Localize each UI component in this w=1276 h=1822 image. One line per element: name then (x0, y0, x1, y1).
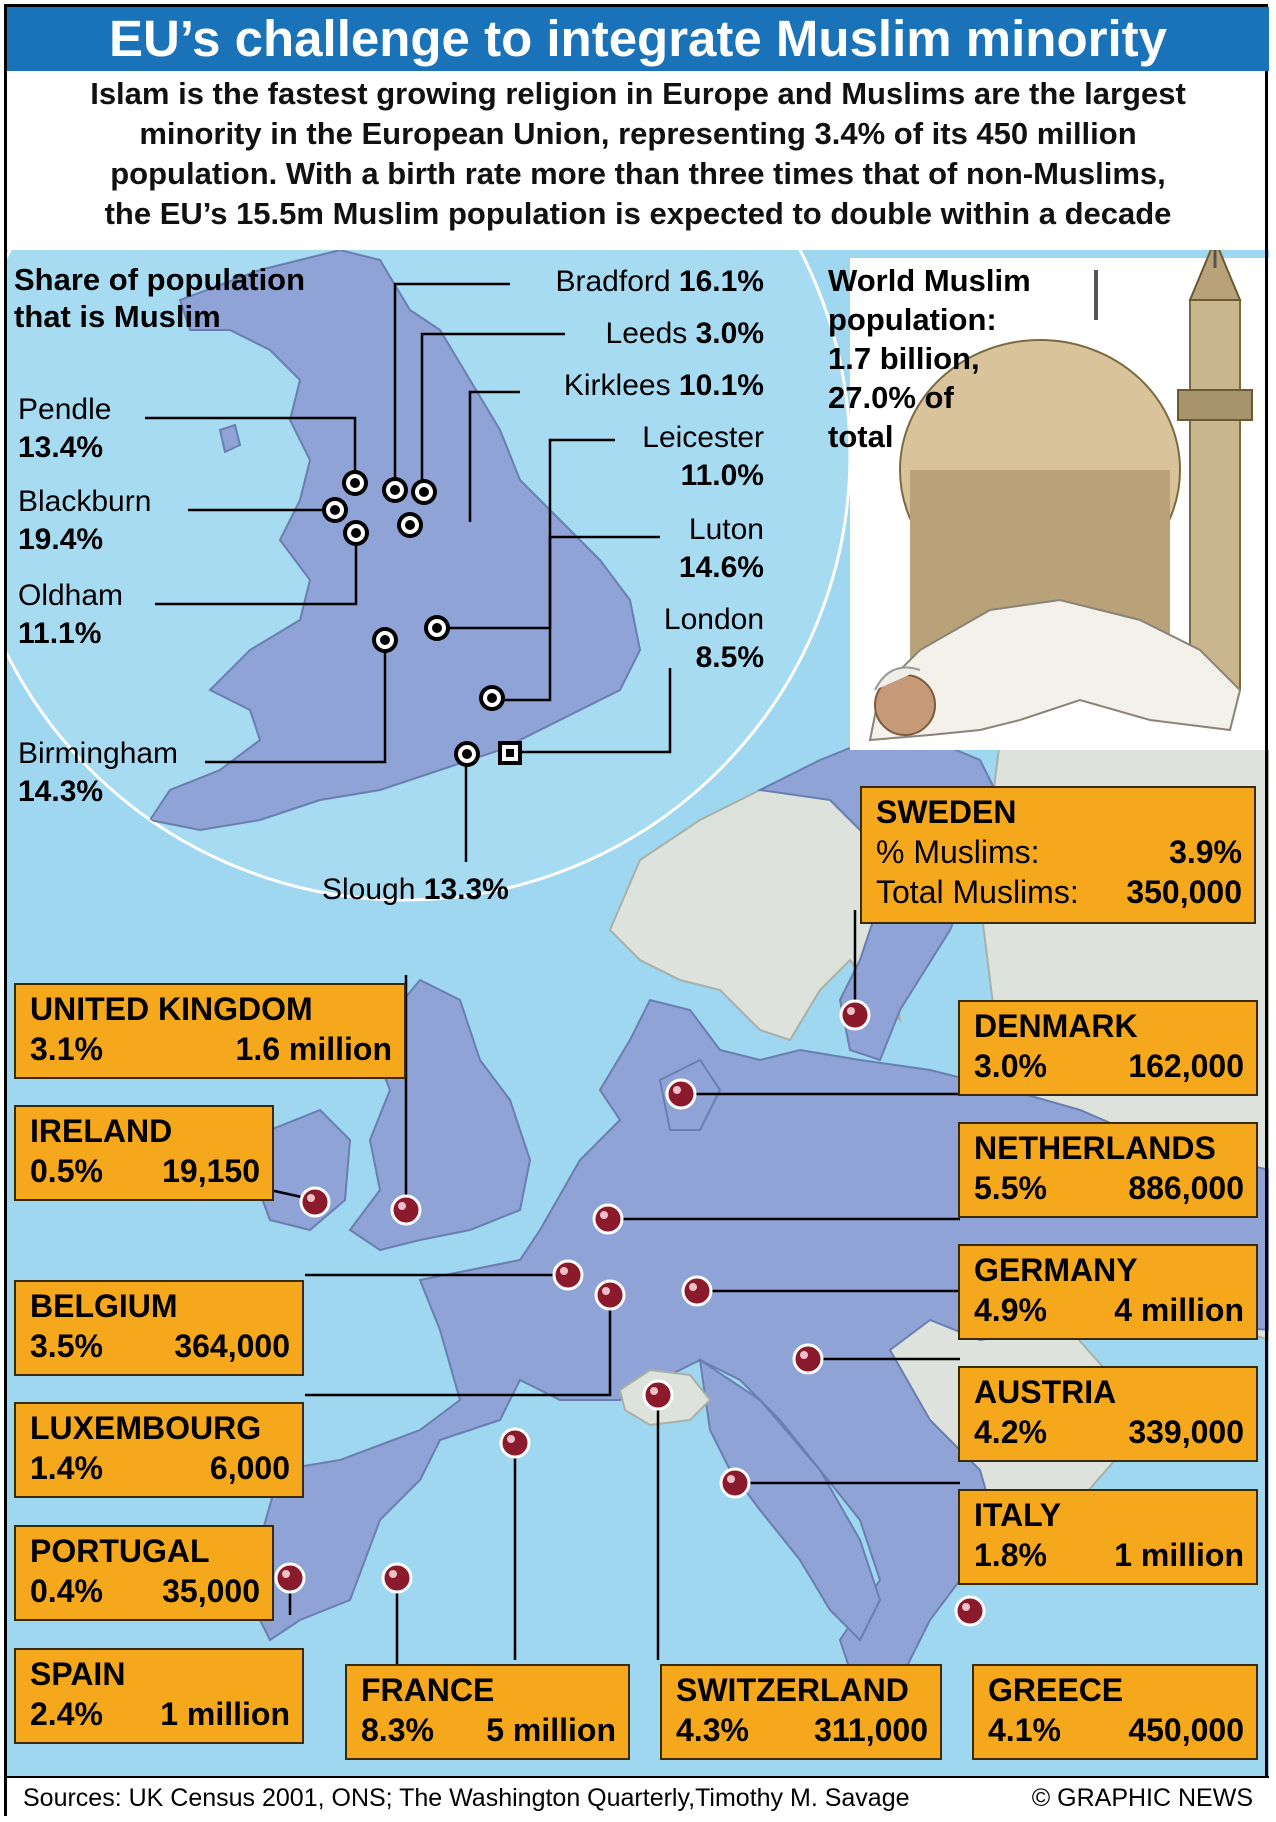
country-box-italy (958, 1489, 1258, 1585)
country-stats: 1.8% 1 million (974, 1537, 1244, 1573)
country-box-greece (972, 1664, 1258, 1760)
footer (7, 1776, 1269, 1818)
city-label-slough: Slough 13.3% (322, 873, 509, 906)
city-label-blackburn: Blackburn (18, 485, 152, 518)
intro-text (10, 74, 1266, 234)
country-stats: 3.1% 1.6 million (30, 1031, 392, 1067)
country-name: UNITED KINGDOM (30, 991, 313, 1027)
country-stats: 4.9% 4 million (974, 1292, 1244, 1328)
country-name: FRANCE (361, 1672, 495, 1708)
country-name: PORTUGAL (30, 1533, 210, 1569)
country-name: SPAIN (30, 1656, 126, 1692)
country-stats: 0.5% 19,150 (30, 1153, 260, 1189)
city-label-kirklees: Kirklees 10.1% (563, 369, 764, 402)
country-box-luxembourg (14, 1402, 304, 1498)
country-name: BELGIUM (30, 1288, 178, 1324)
country-box-ireland (14, 1105, 274, 1201)
city-value-london: 8.5% (695, 641, 764, 674)
inset-heading-line: that is Muslim (14, 299, 221, 334)
country-name: DENMARK (974, 1008, 1138, 1044)
city-value-blackburn: 19.4% (18, 523, 104, 556)
city-label-leeds: Leeds 3.0% (605, 317, 764, 350)
page-title: EU’s challenge to integrate Muslim minority (109, 10, 1167, 67)
country-box-portugal (14, 1525, 274, 1621)
country-stats: Total Muslims: 350,000 (876, 874, 1242, 910)
inset-heading-line: Share of population (14, 262, 306, 297)
country-stats: 8.3% 5 million (361, 1712, 616, 1748)
city-label-pendle: Pendle (18, 393, 112, 426)
country-name: IRELAND (30, 1113, 173, 1149)
country-stats: 3.0% 162,000 (974, 1048, 1244, 1084)
country-stats: 3.5% 364,000 (30, 1328, 290, 1364)
country-box-netherlands (958, 1122, 1258, 1218)
city-value-leicester: 11.0% (680, 459, 764, 492)
country-name: SWITZERLAND (676, 1672, 909, 1708)
credit-text: © GRAPHIC NEWS (1031, 1784, 1253, 1812)
city-value-birmingham: 14.3% (18, 775, 104, 808)
country-name: AUSTRIA (974, 1374, 1117, 1410)
intro-line: minority in the European Union, representing 3.4% of its 450 million (139, 116, 1137, 151)
city-value-oldham: 11.1% (18, 617, 102, 650)
intro-line: Islam is the fastest growing religion in Europe and Muslims are the largest (90, 76, 1186, 111)
country-name: LUXEMBOURG (30, 1410, 262, 1446)
country-stats: 0.4% 35,000 (30, 1573, 260, 1609)
country-stats: 2.4% 1 million (30, 1696, 290, 1732)
country-box-sweden (860, 786, 1256, 924)
city-label-london: London (663, 603, 764, 636)
title-bar (7, 7, 1269, 71)
country-stats: % Muslims: 3.9% (876, 834, 1242, 870)
world-line: 1.7 billion, (828, 341, 980, 376)
country-stats: 4.2% 339,000 (974, 1414, 1244, 1450)
world-line: population: (828, 302, 997, 337)
intro-line: the EU’s 15.5m Muslim population is expected to double within a decade (104, 196, 1172, 231)
city-label-luton: Luton (688, 513, 764, 546)
world-line: World Muslim (828, 263, 1031, 298)
sources-text: Sources: UK Census 2001, ONS; The Washington Quarterly,Timothy M. Savage (23, 1784, 910, 1812)
country-name: ITALY (974, 1497, 1062, 1533)
city-value-pendle: 13.4% (18, 431, 104, 464)
country-stats: 4.3% 311,000 (676, 1712, 928, 1748)
city-label-leicester: Leicester (642, 421, 764, 454)
country-name: GERMANY (974, 1252, 1138, 1288)
country-name: GREECE (988, 1672, 1124, 1708)
city-label-birmingham: Birmingham (18, 737, 179, 770)
city-label-oldham: Oldham (18, 579, 124, 612)
country-name: NETHERLANDS (974, 1130, 1216, 1166)
country-box-united-kingdom (14, 983, 406, 1079)
country-box-switzerland (660, 1664, 942, 1760)
country-box-belgium (14, 1280, 304, 1376)
world-line: total (828, 419, 894, 454)
country-box-germany (958, 1244, 1258, 1340)
intro-line: population. With a birth rate more than three times that of non-Muslims, (110, 156, 1166, 191)
world-line: 27.0% of (828, 380, 954, 415)
country-box-spain (14, 1648, 304, 1744)
city-label-bradford: Bradford 16.1% (555, 265, 764, 298)
country-stats: 1.4% 6,000 (30, 1450, 290, 1486)
country-box-austria (958, 1366, 1258, 1462)
country-stats: 5.5% 886,000 (974, 1170, 1244, 1206)
country-stats: 4.1% 450,000 (988, 1712, 1244, 1748)
country-box-denmark (958, 1000, 1258, 1096)
country-name: SWEDEN (876, 794, 1017, 830)
country-box-france (345, 1664, 630, 1760)
city-value-luton: 14.6% (678, 551, 764, 584)
